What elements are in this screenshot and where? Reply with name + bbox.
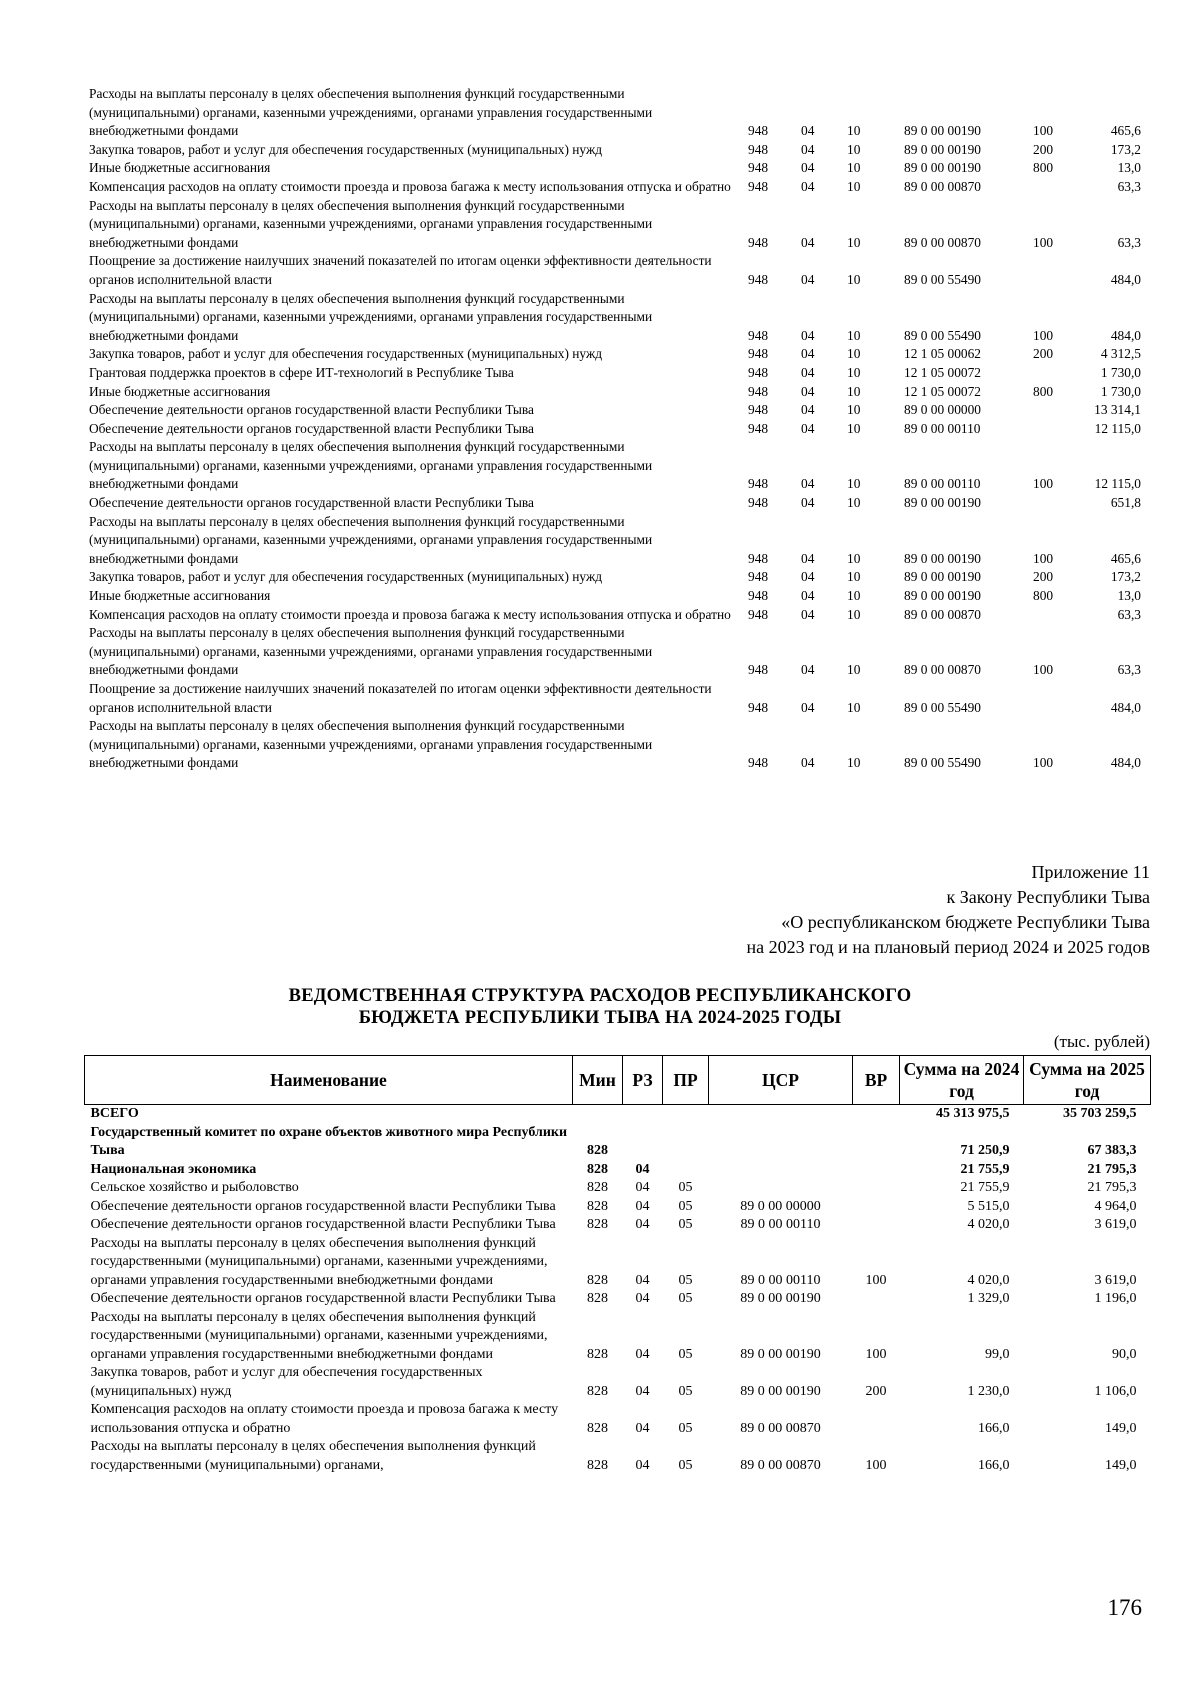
row-csr: 89 0 00 00190: [904, 123, 981, 139]
row-min: 828: [587, 1161, 608, 1177]
row-sum-2024: 21 755,9: [960, 1180, 1010, 1195]
continuation-table: [89, 85, 1149, 773]
row-min: 948: [748, 569, 769, 585]
row-sum-2025: 1 106,0: [1094, 1383, 1137, 1399]
row-min: 948: [748, 123, 769, 139]
row-sum-2025: 21 795,3: [1087, 1161, 1137, 1177]
row-name: Грантовая поддержка проектов в сфере ИТ-технологий в Республике Тыва: [89, 364, 514, 380]
table-row: [89, 159, 1149, 178]
row-rz: 04: [801, 662, 815, 678]
row-min: 948: [748, 606, 769, 622]
row-sum: 1 730,0: [1100, 364, 1141, 380]
row-min: 828: [587, 1383, 608, 1399]
row-vr: 100: [1033, 234, 1054, 250]
table-row: [89, 401, 1149, 420]
row-name: Обеспечение деятельности органов государственной власти Республики Тыва: [89, 495, 534, 511]
row-sum-2024: 1 230,0: [967, 1383, 1010, 1399]
row-min: 828: [587, 1291, 608, 1306]
row-rz: 04: [635, 1420, 650, 1436]
row-rz: 04: [801, 178, 815, 194]
row-sum: 13 314,1: [1094, 402, 1141, 418]
row-sum-2025: 3 619,0: [1094, 1217, 1137, 1232]
row-rz: [623, 1105, 663, 1124]
row-rz: 04: [635, 1161, 650, 1177]
appendix-line-2: к Закону Республики Тыва: [946, 887, 1150, 907]
table-row: [89, 494, 1149, 513]
row-vr: [1023, 178, 1079, 197]
row-min: 948: [748, 383, 769, 399]
row-vr: 800: [1033, 383, 1054, 399]
row-min: 828: [587, 1420, 608, 1436]
row-rz: 04: [801, 755, 815, 771]
table-row: [89, 290, 1149, 346]
row-min: 948: [748, 327, 769, 343]
row-rz: 04: [801, 123, 815, 139]
row-min: 948: [748, 160, 769, 176]
row-min: 948: [748, 495, 769, 511]
row-pr: 10: [847, 327, 861, 343]
table-row: [85, 1401, 1151, 1438]
row-csr: 89 0 00 00110: [904, 476, 981, 492]
table-row: [89, 680, 1149, 717]
row-vr: 100: [1033, 662, 1054, 678]
row-pr: 10: [847, 588, 861, 604]
header-min: Мин: [573, 1056, 623, 1105]
table-row: [89, 624, 1149, 680]
row-vr: 800: [1033, 588, 1054, 604]
row-pr: 05: [678, 1180, 693, 1195]
row-name: Обеспечение деятельности органов государственной власти Республики Тыва: [90, 1217, 556, 1232]
row-sum: 651,8: [1110, 495, 1141, 511]
row-csr: 89 0 00 00110: [904, 420, 981, 436]
header-vr: ВР: [853, 1056, 900, 1105]
row-name: Расходы на выплаты персоналу в целях обеспечения выполнения функций государственными (муниципальными) органами, казенными учреждениями, органами управления государственными внебюджетными фондами: [89, 718, 653, 771]
row-min: 948: [748, 346, 769, 362]
row-vr: 100: [865, 1457, 887, 1473]
table-row: [85, 1105, 1151, 1124]
row-csr: 89 0 00 00190: [740, 1383, 821, 1399]
row-pr: 10: [847, 550, 861, 566]
row-rz: 04: [801, 346, 815, 362]
row-min: 948: [748, 420, 769, 436]
row-vr: [1023, 680, 1079, 717]
row-name: Компенсация расходов на оплату стоимости проезда и провоза багажа к месту использования отпуска и обратно: [89, 606, 731, 622]
row-pr: 10: [847, 383, 861, 399]
row-min: 948: [748, 402, 769, 418]
row-vr: [1023, 606, 1079, 625]
row-pr: 05: [678, 1346, 693, 1362]
row-rz: 04: [801, 550, 815, 566]
page-number: 176: [1107, 1595, 1142, 1620]
row-sum-2025: 3 619,0: [1094, 1272, 1137, 1288]
row-sum-2024: 4 020,0: [967, 1272, 1010, 1288]
row-name: Иные бюджетные ассигнования: [89, 160, 271, 176]
row-pr: 10: [847, 420, 861, 436]
row-min: 948: [748, 662, 769, 678]
row-csr: [709, 1105, 853, 1124]
row-name: Расходы на выплаты персоналу в целях обеспечения выполнения функций государственными (муниципальными) органами, казенными учреждениями, органами управления государственными внебюджетными фондами: [89, 439, 653, 492]
row-csr: 89 0 00 00870: [904, 234, 981, 250]
table-row: [89, 513, 1149, 569]
row-csr: 89 0 00 00190: [904, 588, 981, 604]
row-csr: 12 1 05 00072: [904, 383, 981, 399]
row-min: 948: [748, 699, 769, 715]
row-csr: 89 0 00 55490: [904, 755, 981, 771]
table-row: [89, 420, 1149, 439]
row-rz: 04: [801, 234, 815, 250]
title-line-1: ВЕДОМСТВЕННАЯ СТРУКТУРА РАСХОДОВ РЕСПУБЛИКАНСКОГО: [288, 986, 912, 1006]
table-row: [89, 252, 1149, 289]
table-row: [89, 85, 1149, 141]
row-rz: 04: [635, 1291, 650, 1306]
row-csr: 12 1 05 00062: [904, 346, 981, 362]
row-rz: 04: [635, 1457, 650, 1473]
row-name: Расходы на выплаты персоналу в целях обеспечения выполнения функций государственными (муниципальными) органами, казенными учреждениями, органами управления государственными внебюджетными фондами: [89, 290, 653, 343]
title-line-2: БЮДЖЕТА РЕСПУБЛИКИ ТЫВА НА 2024-2025 ГОДЫ: [358, 1008, 842, 1028]
row-pr: 10: [847, 234, 861, 250]
row-vr: 100: [865, 1272, 887, 1288]
row-vr: 200: [1033, 346, 1054, 362]
row-rz: [623, 1124, 663, 1161]
row-rz: 04: [801, 588, 815, 604]
row-rz: 04: [635, 1198, 650, 1214]
row-vr: 100: [865, 1346, 887, 1362]
row-name: Расходы на выплаты персоналу в целях обеспечения выполнения функций государственными (муниципальными) органами, казенными учреждениями, органами управления государственными внебюджетными фондами: [89, 625, 653, 678]
row-pr: 10: [847, 662, 861, 678]
table-row: [85, 1124, 1151, 1161]
row-vr: 200: [1033, 141, 1054, 157]
header-rz: РЗ: [623, 1056, 663, 1105]
appendix-line-1: Приложение 11: [1031, 862, 1150, 882]
row-csr: 89 0 00 00190: [904, 550, 981, 566]
row-min: 948: [748, 476, 769, 492]
table-row: [89, 197, 1149, 253]
row-sum-2024: 99,0: [985, 1346, 1010, 1362]
row-pr: [663, 1161, 709, 1180]
row-vr: 100: [1033, 755, 1054, 771]
row-vr: 100: [1033, 123, 1054, 139]
row-vr: [853, 1124, 900, 1161]
row-sum-2025: 4 964,0: [1094, 1198, 1137, 1214]
row-rz: 04: [801, 569, 815, 585]
table-row: [89, 364, 1149, 383]
row-csr: 89 0 00 55490: [904, 699, 981, 715]
row-sum: 173,2: [1110, 141, 1141, 157]
row-sum-2024: 45 313 975,5: [936, 1106, 1010, 1121]
row-rz: 04: [801, 141, 815, 157]
table-row: [89, 178, 1149, 197]
row-min: 948: [748, 755, 769, 771]
table-row: [85, 1198, 1151, 1217]
row-pr: 10: [847, 364, 861, 380]
row-rz: 04: [801, 271, 815, 287]
row-min: 948: [748, 141, 769, 157]
budget-table: [84, 1055, 1151, 1475]
row-pr: 10: [847, 569, 861, 585]
row-csr: 89 0 00 00870: [904, 662, 981, 678]
row-name: Иные бюджетные ассигнования: [89, 588, 271, 604]
row-pr: 05: [678, 1383, 693, 1399]
row-csr: 89 0 00 00190: [904, 569, 981, 585]
appendix-reference: [746, 860, 1150, 960]
row-vr: 100: [1033, 327, 1054, 343]
row-name: Государственный комитет по охране объектов животного мира Республики Тыва: [90, 1124, 568, 1158]
row-sum: 12 115,0: [1094, 420, 1141, 436]
row-min: 948: [748, 550, 769, 566]
row-sum: 63,3: [1117, 606, 1141, 622]
row-name: Поощрение за достижение наилучших значений показателей по итогам оценки эффективности деятельности органов исполнительной власти: [89, 681, 712, 715]
row-vr: [1023, 252, 1079, 289]
row-sum: 1 730,0: [1100, 383, 1141, 399]
row-sum-2025: 1 196,0: [1094, 1291, 1137, 1306]
row-pr: 10: [847, 178, 861, 194]
table-row: [89, 587, 1149, 606]
row-pr: 10: [847, 346, 861, 362]
row-name: Закупка товаров, работ и услуг для обеспечения государственных (муниципальных) нужд: [89, 141, 603, 157]
row-pr: 05: [678, 1217, 693, 1232]
row-rz: 04: [801, 402, 815, 418]
row-pr: [663, 1124, 709, 1161]
row-sum-2024: 166,0: [978, 1457, 1010, 1473]
row-csr: 89 0 00 00870: [904, 178, 981, 194]
row-name: Иные бюджетные ассигнования: [89, 383, 271, 399]
row-pr: 10: [847, 160, 861, 176]
row-sum: 173,2: [1110, 569, 1141, 585]
row-sum-2025: 21 795,3: [1087, 1180, 1137, 1195]
row-rz: 04: [801, 327, 815, 343]
row-csr: 89 0 00 00000: [740, 1198, 821, 1214]
table-row: [85, 1438, 1151, 1475]
row-sum-2025: 149,0: [1105, 1420, 1137, 1436]
row-name: Расходы на выплаты персоналу в целях обеспечения выполнения функций государственными (муниципальными) органами, казенными учреждениями, органами управления государственными внебюджетными фондами: [90, 1309, 548, 1362]
header-name: Наименование: [85, 1056, 573, 1105]
row-sum-2025: 149,0: [1105, 1457, 1137, 1473]
row-min: 828: [587, 1198, 608, 1214]
table-row: [89, 606, 1149, 625]
row-csr: 89 0 00 00110: [740, 1272, 821, 1288]
row-name: Компенсация расходов на оплату стоимости проезда и провоза багажа к месту использования отпуска и обратно: [89, 178, 731, 194]
row-vr: [853, 1105, 900, 1124]
row-pr: 10: [847, 699, 861, 715]
row-pr: 10: [847, 606, 861, 622]
row-rz: 04: [635, 1346, 650, 1362]
table-row: [85, 1309, 1151, 1365]
row-sum-2025: 67 383,3: [1087, 1143, 1137, 1158]
row-name: Национальная экономика: [90, 1161, 257, 1177]
row-sum-2024: 21 755,9: [960, 1161, 1010, 1177]
table-header-row: [85, 1056, 1151, 1105]
row-name: Обеспечение деятельности органов государственной власти Республики Тыва: [89, 420, 534, 436]
row-vr: 200: [1033, 569, 1054, 585]
row-csr: 89 0 00 00870: [904, 606, 981, 622]
row-name: Обеспечение деятельности органов государственной власти Республики Тыва: [90, 1291, 556, 1306]
row-pr: 10: [847, 476, 861, 492]
table-row: [85, 1290, 1151, 1309]
row-name: Закупка товаров, работ и услуг для обеспечения государственных (муниципальных) нужд: [89, 569, 603, 585]
table-row: [89, 141, 1149, 160]
row-vr: 100: [1033, 550, 1054, 566]
table-row: [89, 345, 1149, 364]
row-vr: 200: [865, 1383, 887, 1399]
row-sum: 13,0: [1117, 588, 1141, 604]
row-sum: 465,6: [1110, 123, 1141, 139]
row-min: 828: [587, 1272, 608, 1288]
row-pr: 10: [847, 402, 861, 418]
row-pr: 05: [678, 1457, 693, 1473]
row-csr: 89 0 00 00000: [904, 402, 981, 418]
row-csr: 89 0 00 00870: [740, 1420, 821, 1436]
row-csr: [709, 1161, 853, 1180]
row-name: Компенсация расходов на оплату стоимости проезда и провоза багажа к месту использования отпуска и обратно: [90, 1402, 559, 1436]
row-rz: 04: [801, 420, 815, 436]
row-sum: 484,0: [1110, 755, 1141, 771]
table-row: [89, 438, 1149, 494]
row-name: Сельское хозяйство и рыболовство: [90, 1180, 299, 1195]
row-sum-2024: 5 515,0: [967, 1198, 1010, 1214]
row-rz: 04: [801, 606, 815, 622]
row-sum: 484,0: [1110, 699, 1141, 715]
row-min: 948: [748, 178, 769, 194]
row-rz: 04: [635, 1383, 650, 1399]
row-pr: 10: [847, 755, 861, 771]
document-title: [0, 985, 1200, 1029]
row-vr: 800: [1033, 160, 1054, 176]
row-sum-2025: 90,0: [1112, 1346, 1137, 1362]
row-sum-2025: 35 703 259,5: [1063, 1106, 1137, 1121]
row-name: Поощрение за достижение наилучших значений показателей по итогам оценки эффективности деятельности органов исполнительной власти: [89, 253, 712, 287]
row-sum: 4 312,5: [1100, 346, 1141, 362]
row-csr: 89 0 00 55490: [904, 327, 981, 343]
row-rz: 04: [801, 160, 815, 176]
row-rz: 04: [801, 383, 815, 399]
row-sum: 63,3: [1117, 234, 1141, 250]
row-name: Расходы на выплаты персоналу в целях обеспечения выполнения функций государственными (муниципальными) органами, казенными учреждениями, органами управления государственными внебюджетными фондами: [89, 513, 653, 566]
row-pr: 10: [847, 271, 861, 287]
row-sum-2024: 1 329,0: [967, 1291, 1010, 1306]
table-row: [85, 1216, 1151, 1235]
row-pr: 10: [847, 495, 861, 511]
row-csr: [709, 1124, 853, 1161]
table-row: [85, 1364, 1151, 1401]
header-sum-2024: Сумма на 2024 год: [900, 1056, 1024, 1105]
row-rz: 04: [801, 495, 815, 511]
row-csr: 12 1 05 00072: [904, 364, 981, 380]
row-csr: 89 0 00 00190: [740, 1291, 821, 1306]
row-min: 948: [748, 271, 769, 287]
row-rz: 04: [635, 1180, 650, 1195]
row-name: Закупка товаров, работ и услуг для обеспечения государственных (муниципальных) нужд: [89, 346, 603, 362]
row-pr: [663, 1105, 709, 1124]
header-pr: ПР: [663, 1056, 709, 1105]
row-name: Обеспечение деятельности органов государственной власти Республики Тыва: [90, 1198, 556, 1214]
row-min: 948: [748, 588, 769, 604]
row-pr: 10: [847, 123, 861, 139]
row-min: 948: [748, 234, 769, 250]
row-vr: [1023, 401, 1079, 420]
row-sum: 13,0: [1117, 160, 1141, 176]
row-vr: [853, 1290, 900, 1309]
row-min: 828: [587, 1143, 608, 1158]
units-label: (тыс. рублей): [1053, 1032, 1150, 1051]
row-csr: 89 0 00 00110: [740, 1217, 821, 1232]
row-name: ВСЕГО: [90, 1106, 139, 1121]
row-name: Расходы на выплаты персоналу в целях обеспечения выполнения функций государственными (муниципальными) органами,: [90, 1439, 536, 1473]
row-csr: 89 0 00 00190: [904, 141, 981, 157]
row-min: 828: [587, 1457, 608, 1473]
row-sum-2024: 166,0: [978, 1420, 1010, 1436]
row-sum: 465,6: [1110, 550, 1141, 566]
row-vr: [853, 1198, 900, 1217]
table-row: [89, 383, 1149, 402]
row-csr: 89 0 00 55490: [904, 271, 981, 287]
row-csr: 89 0 00 00190: [740, 1346, 821, 1362]
appendix-line-4: на 2023 год и на плановый период 2024 и 2025 годов: [746, 937, 1150, 957]
row-vr: [853, 1216, 900, 1235]
row-rz: 04: [801, 699, 815, 715]
table-row: [85, 1179, 1151, 1198]
row-min: 828: [587, 1217, 608, 1232]
table-row: [85, 1235, 1151, 1291]
row-min: [573, 1105, 623, 1124]
table-row: [89, 717, 1149, 773]
row-sum: 63,3: [1117, 662, 1141, 678]
table-row: [85, 1161, 1151, 1180]
row-pr: 05: [678, 1291, 693, 1306]
row-rz: 04: [801, 364, 815, 380]
row-rz: 04: [635, 1217, 650, 1232]
header-csr: ЦСР: [709, 1056, 853, 1105]
header-sum-2025: Сумма на 2025 год: [1024, 1056, 1151, 1105]
row-pr: 05: [678, 1272, 693, 1288]
row-csr: 89 0 00 00190: [904, 495, 981, 511]
row-vr: [853, 1161, 900, 1180]
row-name: Обеспечение деятельности органов государственной власти Республики Тыва: [89, 402, 534, 418]
row-csr: 89 0 00 00190: [904, 160, 981, 176]
row-pr: 05: [678, 1198, 693, 1214]
row-pr: 05: [678, 1420, 693, 1436]
row-sum: 484,0: [1110, 271, 1141, 287]
row-name: Расходы на выплаты персоналу в целях обеспечения выполнения функций государственными (муниципальными) органами, казенными учреждениями, органами управления государственными внебюджетными фондами: [90, 1235, 548, 1288]
row-rz: 04: [801, 476, 815, 492]
table-row: [89, 568, 1149, 587]
row-csr: 89 0 00 00870: [740, 1457, 821, 1473]
row-vr: [853, 1401, 900, 1438]
row-min: 828: [587, 1180, 608, 1195]
row-vr: [1023, 420, 1079, 439]
row-sum-2024: 71 250,9: [960, 1143, 1010, 1158]
appendix-line-3: «О республиканском бюджете Республики Тыва: [781, 912, 1150, 932]
row-min: 948: [748, 364, 769, 380]
row-vr: 100: [1033, 476, 1054, 492]
row-name: Расходы на выплаты персоналу в целях обеспечения выполнения функций государственными (муниципальными) органами, казенными учреждениями, органами управления государственными внебюджетными фондами: [89, 197, 653, 250]
row-sum: 63,3: [1117, 178, 1141, 194]
row-pr: 10: [847, 141, 861, 157]
row-sum: 12 115,0: [1094, 476, 1141, 492]
row-sum: 484,0: [1110, 327, 1141, 343]
row-vr: [1023, 364, 1079, 383]
row-name: Расходы на выплаты персоналу в целях обеспечения выполнения функций государственными (муниципальными) органами, казенными учреждениями, органами управления государственными внебюджетными фондами: [89, 86, 653, 139]
row-sum-2024: 4 020,0: [967, 1217, 1010, 1232]
row-csr: [709, 1179, 853, 1198]
row-name: Закупка товаров, работ и услуг для обеспечения государственных (муниципальных) нужд: [90, 1365, 483, 1399]
row-vr: [853, 1179, 900, 1198]
row-min: 828: [587, 1346, 608, 1362]
row-vr: [1023, 494, 1079, 513]
row-rz: 04: [635, 1272, 650, 1288]
